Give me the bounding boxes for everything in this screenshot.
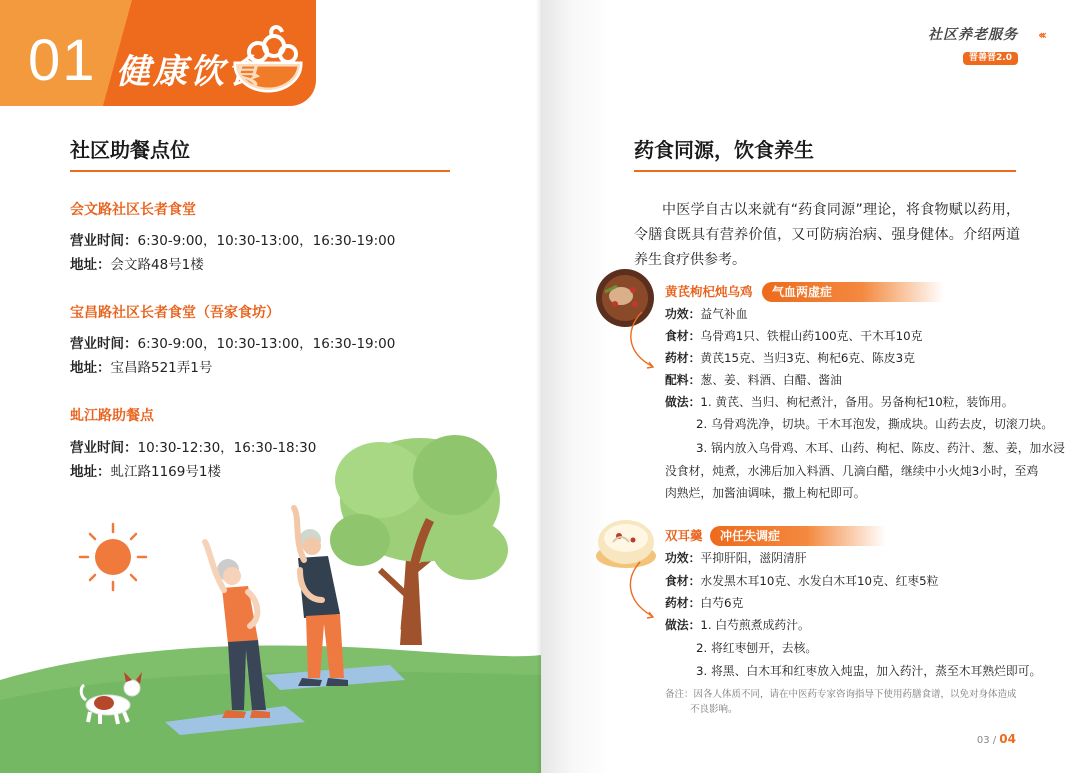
intro-paragraph: 中医学自古以来就有“药食同源”理论，将食物赋以药用，令膳食既具有营养价值，又可防病治病、强身健体。介绍两道养生食疗供参考。 <box>634 202 1020 268</box>
brand-badge: 晋善晋2.0 <box>963 52 1018 65</box>
bowl-icon <box>228 20 308 100</box>
recipe-line: 食材：乌骨鸡1只、铁棍山药100克、干木耳10克 <box>665 329 923 343</box>
dish-symptom-badge: 气血两虚症 <box>762 282 944 302</box>
recipe-step: 2. 将红枣刨开，去核。 <box>696 641 818 655</box>
dish-title: 双耳羹 <box>665 528 703 543</box>
venue-hours: 营业时间：6:30-9:00，10:30-13:00，16:30-19:00 <box>70 336 396 352</box>
sun-icon <box>80 524 146 590</box>
section-divider <box>70 170 450 172</box>
dish-title: 黄芪枸杞炖乌鸡 <box>665 284 753 299</box>
recipe-line: 做法：1. 白芍煎煮成药汁。 <box>665 618 810 632</box>
section-title-canteens: 社区助餐点位 <box>70 138 190 162</box>
venue-address: 地址：会文路48号1楼 <box>70 257 204 273</box>
recipe-line: 配料：葱、姜、料酒、白醋、酱油 <box>665 373 842 387</box>
chevron-left-icon: ‹‹‹ <box>1038 28 1044 42</box>
recipe-line: 做法：1. 黄芪、当归、枸杞煮汁，备用。另备枸杞10粒，装饰用。 <box>665 395 1014 409</box>
decor-curve <box>622 560 666 620</box>
recipe-step: 3. 将黑、白木耳和红枣放入炖盅，加入药汁，蒸至木耳熟烂即可。 <box>696 664 1042 678</box>
venue-address: 地址：宝昌路521弄1号 <box>70 360 213 376</box>
venue-name: 虬江路助餐点 <box>70 408 154 424</box>
section-divider <box>634 170 1016 172</box>
recipe-step: 2. 乌骨鸡洗净，切块。干木耳泡发，撕成块。山药去皮，切滚刀块。 <box>696 417 1054 431</box>
disclaimer-note <box>665 687 1017 717</box>
chapter-banner <box>0 0 316 106</box>
venue-address: 地址：虬江路1169号1楼 <box>70 464 221 480</box>
recipe-line: 药材：白芍6克 <box>665 596 744 610</box>
page-number: 03 / 04 <box>976 732 1016 746</box>
tree-icon <box>330 435 508 645</box>
brand-title: 社区养老服务 <box>928 27 1018 43</box>
venue-hours: 营业时间：10:30-12:30，16:30-18:30 <box>70 440 317 456</box>
section-title-dietary: 药食同源，饮食养生 <box>634 138 814 162</box>
recipe-line: 药材：黄芪15克、当归3克、枸杞6克、陈皮3克 <box>665 351 915 365</box>
venue-name: 会文路社区长者食堂 <box>70 202 196 218</box>
recipe-step: 没食材，炖煮，水沸后加入料酒、几滴白醋，继续中小火炖3小时，至鸡 <box>665 464 1039 478</box>
dish-symptom-badge: 冲任失调症 <box>710 526 886 546</box>
recipe-line: 功效：平抑肝阳，滋阴清肝 <box>665 551 807 565</box>
recipe-line: 食材：水发黑木耳10克、水发白木耳10克、红枣5粒 <box>665 574 939 588</box>
disclaimer-line-1: 备注：因各人体质不同，请在中医药专家咨询指导下使用药膳食谱，以免对身体造成 <box>665 689 1017 700</box>
recipe-step: 肉熟烂，加酱油调味，撒上枸杞即可。 <box>665 486 866 500</box>
chapter-title: 健康饮食 <box>116 52 264 92</box>
recipe-step: 3. 锅内放入乌骨鸡、木耳、山药、枸杞、陈皮、药汁、葱、姜，加水浸 <box>696 441 1065 455</box>
venue-hours: 营业时间：6:30-9:00，10:30-13:00，16:30-19:00 <box>70 233 396 249</box>
chapter-number: 01 <box>28 28 97 93</box>
venue-name: 宝昌路社区长者食堂（吾家食坊） <box>70 305 280 321</box>
brand-block <box>928 25 1018 65</box>
exercise-illustration <box>0 400 541 773</box>
disclaimer-line-2: 不良影响。 <box>690 704 738 715</box>
recipe-line: 功效：益气补血 <box>665 307 748 321</box>
decor-curve <box>622 310 666 370</box>
